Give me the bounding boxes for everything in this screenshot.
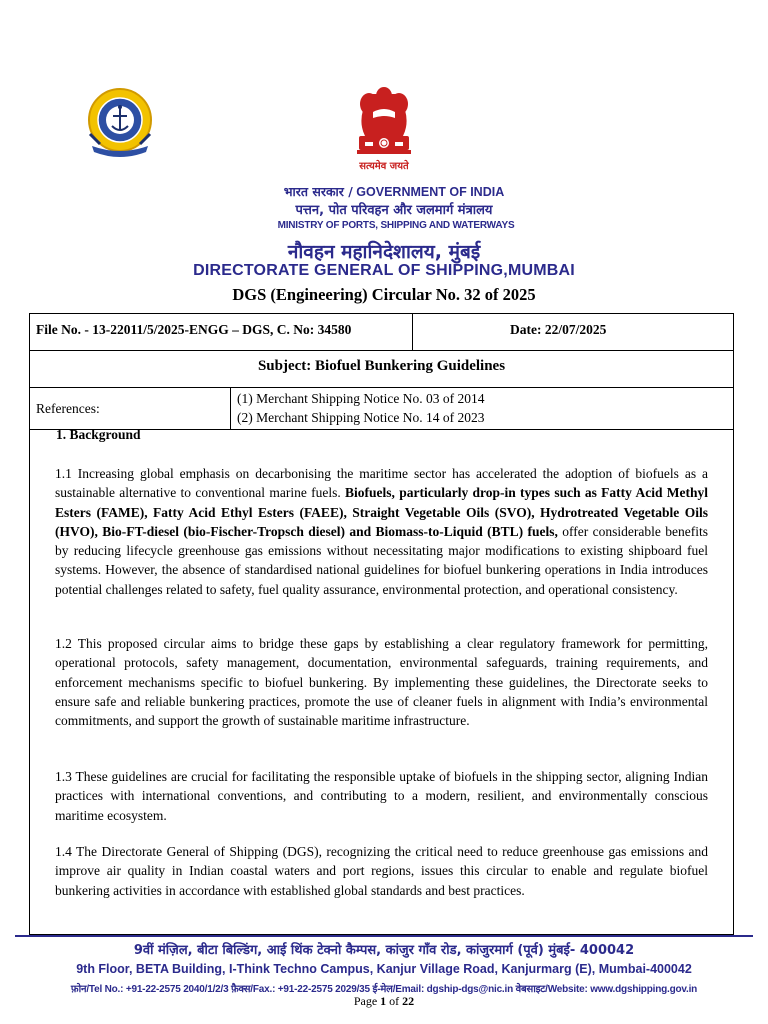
paragraph-1-3: 1.3 These guidelines are crucial for facilitating the responsible uptake of biofuels in the shipping sector, aligning Indian practices with international conventions, and contributing to a modern, resilient, and environmentally conscious maritime ecosystem. [55,769,708,823]
subject-row [30,351,733,388]
page-total: 22 [402,994,415,1008]
references-row [30,388,733,429]
ministry-english: MINISTRY OF PORTS, SHIPPING AND WATERWAYS [277,220,515,231]
footer-contact: फ़ोन/Tel No.: +91-22-2575 2040/1/2/3 फ़ैक्स/Fax.: +91-22-2575 2029/35 ई-मेल/Email: dgship-dgs@nic.in वेबसाइट/Website: www.dgshipping.gov.in [70,984,698,995]
directorate-hindi: नौवहन महानिदेशालय, मुंबई [287,241,481,263]
subject: Subject: Biofuel Bunkering Guidelines [257,358,506,374]
references-label: References: [30,388,231,429]
page-number [0,994,768,1009]
directorate-english: DIRECTORATE GENERAL OF SHIPPING,MUMBAI [193,262,575,279]
page-current: 1 [380,994,387,1008]
page-prefix: Page [353,994,381,1008]
paragraph-bold-text: Biofuels, particularly drop-in types such as Fatty Acid Methyl Esters (FAME), Fatty Acid Ethyl Esters (FAEE), Straight Vegetable Oils (SVO), Hydrotreated Vegetable Oils (HVO), Bio-FT-diesel (bio-Fischer-Tropsch diesel) and Biomass-to-Liquid (BTL) fuels, [55,485,708,539]
national-emblem-icon [343,84,425,176]
body-section [29,424,734,935]
government-english: GOVERNMENT OF INDIA [356,185,505,199]
paragraph-text: offer considerable benefits by reducing lifecycle greenhouse gas emissions without necessitating major modifications to existing shipboard fuel systems. However, the absence of standardised national guidelines for biofuel bunkering operations in India introduces potential challenges related to safety, fuel quality assurance, environmental protection, and operational consistency. [55,523,708,597]
section-title: 1. Background [56,427,141,442]
dgs-seal-logo-icon [86,86,154,166]
footer-address-hindi: 9वीं मंज़िल, बीटा बिल्डिंग, आई थिंक टेक्नो कैम्पस, कांजुर गाँव रोड, कांजुरमार्ग (पूर्व) मुंबई- 400042 [133,943,635,958]
paragraph-1-2: 1.2 This proposed circular aims to bridge these gaps by establishing a clear regulatory framework for permitting, operational protocols, safety management, documentation, environmental safeguards, training requirements, and enforcement mechanisms specific to biofuel bunkering. By implementing these guidelines, the Directorate seeks to ensure safe and reliable bunkering practices, promote the use of cleaner fuels in alignment with India’s environmental commitments, and support the growth of sustainable maritime infrastructure. [55,636,708,729]
paragraph-1-1 [55,464,708,599]
circular-date: Date: 22/07/2025 [510,322,607,337]
paragraph-text: 1.1 Increasing global emphasis on decarbonising the maritime sector has accelerated the adoption of biofuels as a sustainable alternative to conventional marine fuels. [55,466,708,501]
government-hindi: भारत सरकार / [283,184,353,199]
references-list [231,388,733,429]
footer-divider [15,935,753,937]
footer-address-english: 9th Floor, BETA Building, I-Think Techno Campus, Kanjur Village Road, Kanjurmarg (E), Mumbai-400042 [76,962,692,976]
page-separator: of [386,994,403,1008]
circular-meta-table [29,313,734,430]
file-number: File No. - 13-22011/5/2025-ENGG – DGS, C. No: 34580 [30,314,413,350]
ministry-hindi: पत्तन, पोत परिवहन और जलमार्ग मंत्रालय [295,203,493,218]
circular-title: DGS (Engineering) Circular No. 32 of 2025 [232,285,536,304]
emblem-motto: सत्यमेव जयते [359,161,409,172]
file-date-row [30,314,733,351]
government-line [0,183,768,200]
reference-item: (1) Merchant Shipping Notice No. 03 of 2014 [237,391,485,406]
reference-item: (2) Merchant Shipping Notice No. 14 of 2023 [237,410,485,425]
paragraph-1-4: 1.4 The Directorate General of Shipping (DGS), recognizing the critical need to reduce greenhouse gas emissions and improve air quality in Indian coastal waters and port regions, issues this circular to enable and regulate biofuel bunkering activities in accordance with established global standards and best practices. [55,844,708,898]
